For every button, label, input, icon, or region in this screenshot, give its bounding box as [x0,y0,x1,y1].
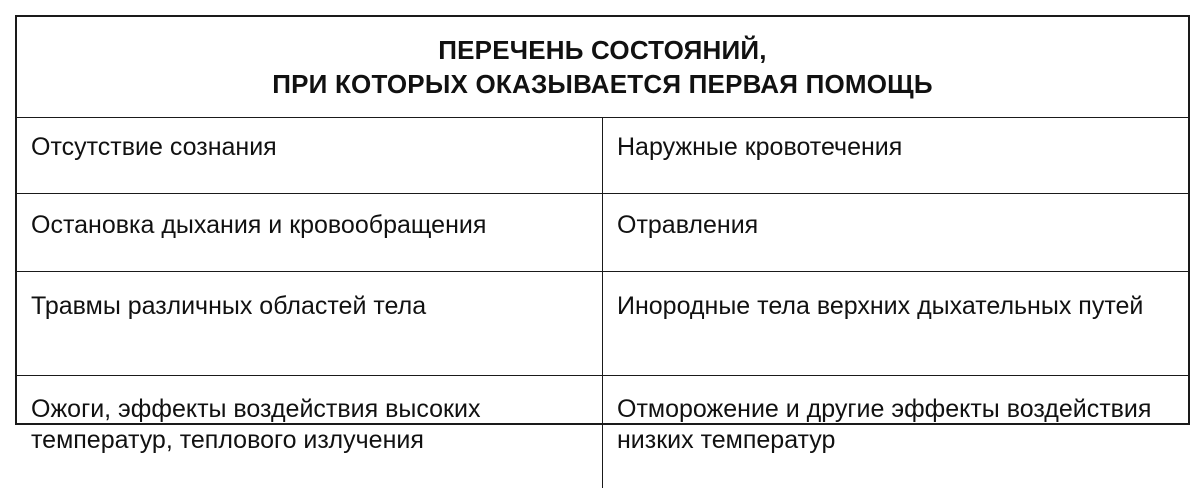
table-title-line-2: ПРИ КОТОРЫХ ОКАЗЫВАЕТСЯ ПЕРВАЯ ПОМОЩЬ [31,67,1174,101]
table-cell-right: Отравления [603,194,1189,272]
table-cell-left: Отсутствие сознания [17,118,603,194]
table-cell-left: Травмы различных областей тела [17,272,603,376]
table-cell-left: Ожоги, эффекты воздействия высоких температур, теплового излучения [17,376,603,488]
table-title-row [17,17,1188,118]
table-row [17,272,1188,376]
table-cell-right: Инородные тела верхних дыхательных путей [603,272,1189,376]
table-row [17,118,1188,194]
table-title-line-1: ПЕРЕЧЕНЬ СОСТОЯНИЙ, [31,33,1174,67]
table-row [17,376,1188,488]
table-cell-right: Наружные кровотечения [603,118,1189,194]
conditions-table-frame [15,15,1190,425]
table-cell-left: Остановка дыхания и кровообращения [17,194,603,272]
first-aid-conditions-table [17,17,1188,488]
table-title [17,17,1188,118]
table-row [17,194,1188,272]
table-cell-right: Отморожение и другие эффекты воздействия низких температур [603,376,1189,488]
